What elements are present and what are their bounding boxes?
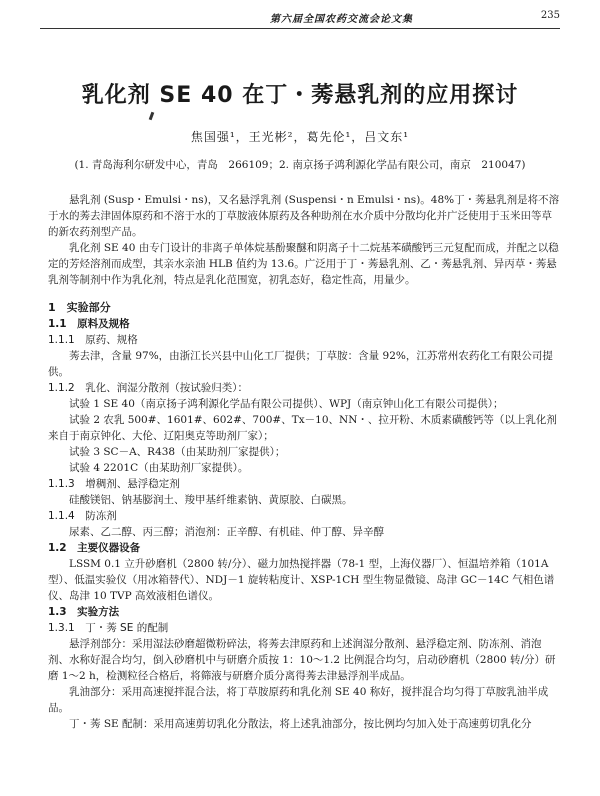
intro-paragraph-1: 悬乳剂 (Susp・Emulsi・ns)，又名悬浮乳剂 (Suspensi・n Emulsi・ns)。48%丁・莠悬乳剂是将不溶于水的莠去津固体原药和不溶于水的丁草胺液体原药及各种助剂在水介质中分散均化并广泛使用于玉米田等草的新农药剂型产品。 — [48, 194, 560, 238]
subsection-heading: 1.1 原料及规格 — [48, 318, 130, 330]
subsubsection-heading: 1.1.3 增稠剂、悬浮稳定剂 — [48, 478, 180, 490]
subsubsection-heading: 1.1.1 原药、规格 — [48, 334, 138, 346]
paragraph: 试验 3 SC－A、R438（由某助剂厂家提供）； — [69, 446, 286, 458]
page-number: 235 — [540, 10, 560, 21]
subsubsection-heading: 1.1.4 防冻剂 — [48, 510, 117, 522]
author-list: 焦国强¹，王光彬²，葛先伦¹，吕文东¹ — [190, 130, 410, 144]
paragraph: 硅酸镁铝、钠基膨润土、羧甲基纤维素钠、黄原胶、白碳黑。 — [69, 494, 353, 506]
paragraph: 尿素、乙二醇、丙三醇；消泡剂：正辛醇、有机硅、仲丁醇、异辛醇 — [69, 526, 384, 538]
paragraph: 悬浮剂部分：采用湿法砂磨超微粉碎法，将莠去津原药和上述润湿分散剂、悬浮稳定剂、防冻剂、消泡剂、水称好混合均匀，倒入砂磨机中与研磨介质按 1：10～1.2 比例混合均匀，启动砂磨机（2800 转/分）研磨 1～2 h，检测粒径合格后，将筛液与研磨介质分离得莠去津悬浮剂半成品。 — [48, 638, 556, 682]
paragraph: 试验 4 2201C（由某助剂厂家提供）。 — [69, 462, 249, 474]
paragraph: 试验 2 农乳 500#、1601#、602#、700#、Tx－10、NN・、拉开粉、木质素磺酸钙等（以上乳化剂来自于南京钟化、大伦、辽阳奥克等助剂厂家）； — [48, 414, 557, 442]
subsection-heading: 1.3 实验方法 — [48, 606, 120, 618]
running-head — [40, 8, 560, 29]
affiliation: (1. 青岛海利尔研发中心，青岛 266109；2. 南京扬子鸿利源化学品有限公司，南京 210047) — [74, 159, 526, 171]
subsubsection-heading: 1.1.2 乳化、润湿分散剂（按试验归类）： — [48, 382, 248, 394]
paragraph: 乳油部分：采用高速搅拌混合法，将丁草胺原药和乳化剂 SE 40 称好，搅拌混合均匀得丁草胺乳油半成品。 — [48, 686, 549, 714]
section-heading: 1 实验部分 — [48, 301, 111, 314]
intro-paragraph-2: 乳化剂 SE 40 由专门设计的非离子单体烷基酚聚醚和阴离子十二烷基苯磺酸钙三元复配而成，并配之以稳定的芳烃溶剂而成型，其亲水亲油 HLB 值约为 13.6。广泛用于丁・莠悬乳剂、乙・莠悬乳剂、异丙草・莠悬乳剂等制剂中作为乳化剂，特点是乳化范围宽，初乳态好，稳定性高，用量少。 — [48, 242, 559, 286]
journal-title: 第六届全国农药交流会论文集 — [270, 14, 413, 25]
subsection-heading: 1.2 主要仪器设备 — [48, 542, 141, 554]
subsubsection-heading: 1.3.1 丁・莠 SE 的配制 — [48, 622, 169, 634]
paper-body — [48, 192, 560, 732]
paper-title: 乳化剂 SE 40 在丁・莠悬乳剂的应用探讨 — [81, 83, 519, 108]
stray-mark — [149, 112, 155, 121]
paragraph: LSSM 0.1 立升砂磨机（2800 转/分）、磁力加热搅拌器（78-1 型，上海仪器厂）、恒温培养箱（101A 型）、低温实验仪（用冰箱替代）、NDJ－1 旋转粘度计、XSP-1CH 型生物显微镜、岛津 GC－14C 气相色谱仪、岛津 10 TVP 高效液相色谱仪。 — [48, 558, 555, 602]
paragraph: 莠去津，含量 97%，由浙江长兴县中山化工厂提供；丁草胺：含量 92%，江苏常州农药化工有限公司提供。 — [48, 350, 553, 378]
paragraph: 丁・莠 SE 配制：采用高速剪切乳化分散法，将上述乳油部分，按比例均匀加入处于高速剪切乳化分 — [69, 718, 532, 730]
paragraph: 试验 1 SE 40（南京扬子鸿利源化学品有限公司提供）、WPJ（南京钟山化工有限公司提供）； — [69, 398, 504, 410]
